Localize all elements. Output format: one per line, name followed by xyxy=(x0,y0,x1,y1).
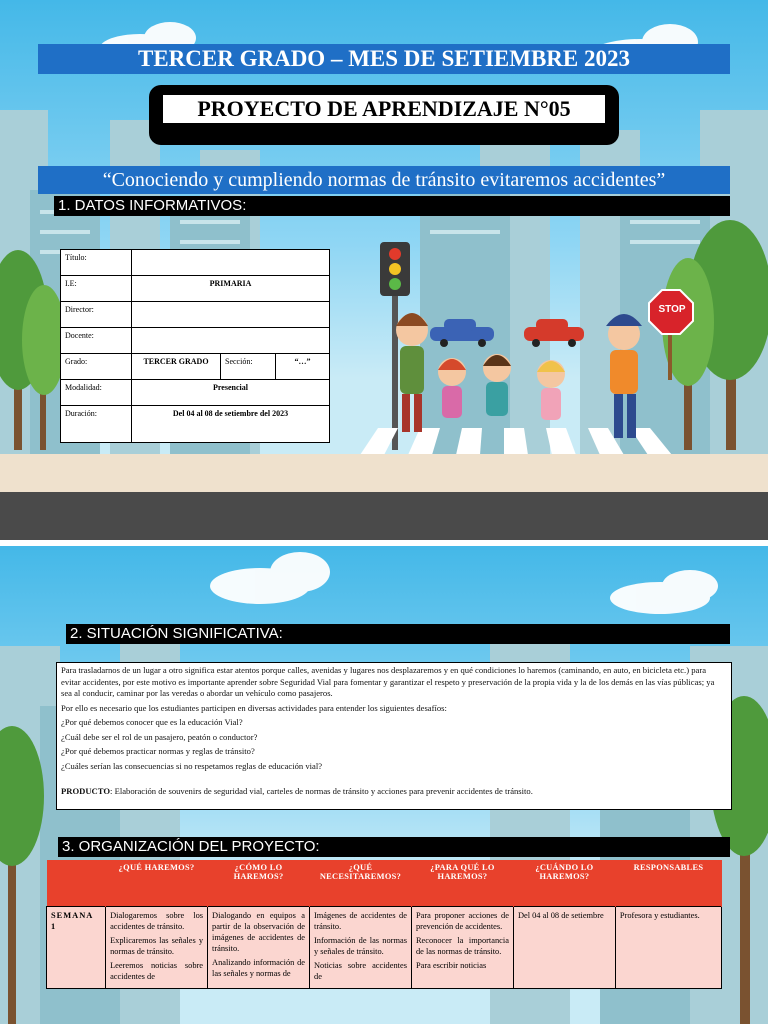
ie-value: PRIMARIA xyxy=(132,276,330,302)
sidewalk xyxy=(0,454,768,492)
table-row xyxy=(61,406,330,443)
header-que: ¿QUÉ HAREMOS? xyxy=(106,860,208,907)
situation-paragraph: Para trasladarnos de un lugar a otro significa estar atentos porque calles, avenidas y lugares nos desplazaremos y en qué condiciones lo haremos (caminando, en auto, en bicicleta etc.) para evitar accidentes, por este motivo es importante aprender sobre Seguridad Vial para fomentar y garantizar el respeto y preservación de la propia vida y la de los demás en las vías públicas; ya sea al conducir, caminar por las veredas o abordar un vehículo como pasajeros. xyxy=(61,665,715,698)
table-row xyxy=(61,380,330,406)
header-como: ¿CÓMO LO HAREMOS? xyxy=(208,860,310,907)
cell-line: Leeremos noticias sobre accidentes de xyxy=(110,961,204,981)
situation-paragraph: Por ello es necesario que los estudiantes participen en diversas actividades para entender los siguientes desafíos: xyxy=(61,702,447,713)
duracion-label: Duración: xyxy=(61,406,132,443)
product-text: : Elaboración de souvenirs de seguridad vial, carteles de normas de tránsito y acciones para prevenir accidentes de tránsito. xyxy=(110,786,533,796)
docente-value xyxy=(132,328,330,354)
table-row xyxy=(61,276,330,302)
cell-line: Para proponer acciones de prevención de accidentes. xyxy=(415,911,509,931)
question-item: ¿Cuál debe ser el rol de un pasajero, peatón o conductor? xyxy=(61,731,258,742)
table-row xyxy=(61,250,330,276)
section-heading-situacion: 2. SITUACIÓN SIGNIFICATIVA: xyxy=(66,624,730,644)
question-item: ¿Por qué debemos conocer que es la educación Vial? xyxy=(61,717,243,727)
week-cell: SEMANA 1 xyxy=(47,907,106,989)
section-heading-organizacion: 3. ORGANIZACIÓN DEL PROYECTO: xyxy=(58,837,730,857)
section-heading-datos: 1. DATOS INFORMATIVOS: xyxy=(54,196,730,216)
table-row xyxy=(47,907,722,989)
cell-line: Información de las normas y señales de tránsito. xyxy=(314,936,407,956)
cell-line: Para escribir noticias xyxy=(415,961,487,970)
header-responsables: RESPONSABLES xyxy=(615,860,721,907)
cell-line: Reconocer la importancia de las normas de tránsito. xyxy=(415,936,509,956)
cell-line: Dialogando en equipos a partir de la observación de imágenes de accidentes de tránsito. xyxy=(212,911,305,953)
header-para-que: ¿PARA QUÉ LO HAREMOS? xyxy=(411,860,513,907)
table-row xyxy=(61,354,330,380)
header-necesitaremos: ¿QUÉ NECESITAREMOS? xyxy=(310,860,412,907)
cell-line: Imágenes de accidentes de tránsito. xyxy=(314,911,407,931)
duracion-value: Del 04 al 08 de setiembre del 2023 xyxy=(132,406,330,443)
docente-label: Docente: xyxy=(61,328,132,354)
grado-value: TERCER GRADO xyxy=(132,354,221,380)
necesitaremos-cell xyxy=(310,907,412,989)
director-value xyxy=(132,302,330,328)
modalidad-label: Modalidad: xyxy=(61,380,132,406)
responsables-cell: Profesora y estudiantes. xyxy=(615,907,721,989)
table-header-row xyxy=(47,860,722,907)
modalidad-value: Presencial xyxy=(132,380,330,406)
slide-2 xyxy=(0,546,768,1024)
project-title: PROYECTO DE APRENDIZAJE N°05 xyxy=(163,95,605,123)
project-subtitle: “Conociendo y cumpliendo normas de tránsito evitaremos accidentes” xyxy=(38,166,730,194)
question-item: ¿Por qué debemos practicar normas y reglas de tránsito? xyxy=(61,746,255,756)
table-row xyxy=(61,328,330,354)
product-line xyxy=(61,786,727,798)
cell-line: Analizando información de las señales y normas de xyxy=(212,958,305,978)
grade-month-banner: TERCER GRADO – MES DE SETIEMBRE 2023 xyxy=(38,44,730,74)
header-blank xyxy=(47,860,106,907)
titulo-label: Título: xyxy=(61,250,132,276)
product-label: PRODUCTO xyxy=(61,786,111,796)
info-table xyxy=(60,249,330,443)
director-label: Director: xyxy=(61,302,132,328)
question-item: ¿Cuáles serían las consecuencias si no respetamos reglas de educación vial? xyxy=(61,760,323,771)
table-row xyxy=(61,302,330,328)
seccion-value: “…” xyxy=(276,354,330,380)
como-cell xyxy=(208,907,310,989)
cell-line: Dialogaremos sobre los accidentes de tránsito. xyxy=(110,911,204,931)
stop-sign-label: STOP xyxy=(658,304,686,315)
grado-label: Grado: xyxy=(61,354,132,380)
titulo-value xyxy=(132,250,330,276)
road xyxy=(0,492,768,540)
para-que-cell xyxy=(411,907,513,989)
situation-box xyxy=(56,662,732,810)
ie-label: I.E: xyxy=(61,276,132,302)
header-cuando: ¿CUÁNDO LO HAREMOS? xyxy=(513,860,615,907)
cell-line: Noticias sobre accidentes de xyxy=(314,961,407,981)
que-cell xyxy=(106,907,208,989)
organization-table xyxy=(46,860,722,989)
project-title-box xyxy=(149,85,619,145)
seccion-label: Sección: xyxy=(221,354,276,380)
cell-line: Explicaremos las señales y normas de tránsito. xyxy=(110,936,204,956)
cuando-cell: Del 04 al 08 de setiembre xyxy=(513,907,615,989)
